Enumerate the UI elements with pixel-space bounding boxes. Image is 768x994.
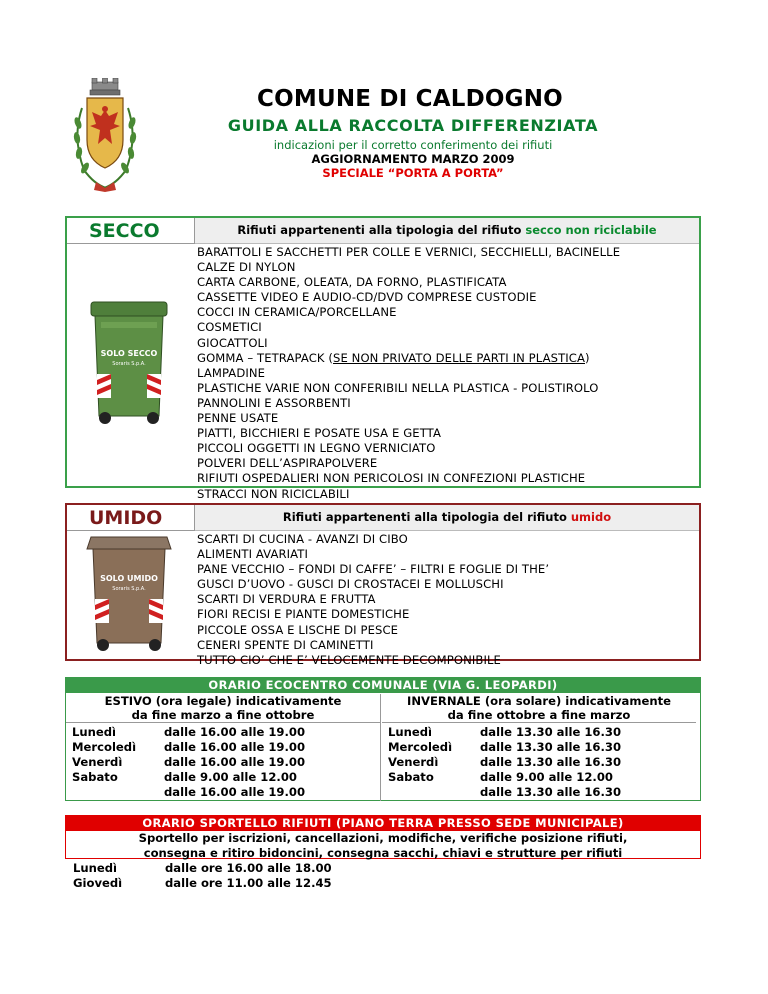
sportello-title: ORARIO SPORTELLO RIFIUTI (PIANO TERRA PRESSO SEDE MUNICIPALE) — [66, 816, 700, 831]
sportello-schedule — [65, 815, 701, 859]
secco-item: COCCI IN CERAMICA/PORCELLANE — [197, 305, 397, 320]
secco-items-list — [197, 245, 620, 502]
secco-item: POLVERI DELL’ASPIRAPOLVERE — [197, 456, 378, 471]
ecocentro-schedule — [65, 677, 701, 801]
estivo-row — [66, 725, 305, 740]
umido-item: CENERI SPENTE DI CAMINETTI — [197, 637, 374, 652]
section-secco — [65, 216, 701, 501]
ecocentro-title: ORARIO ECOCENTRO COMUNALE (VIA G. LEOPARDI) — [66, 678, 700, 693]
header-update: AGGIORNAMENTO MARZO 2009 — [311, 152, 515, 166]
estivo-period: da fine marzo a fine ottobre — [66, 708, 380, 723]
umido-items-list — [197, 532, 549, 668]
day-label: Lunedì — [72, 725, 117, 739]
secco-item: PANNOLINI E ASSORBENTI — [197, 395, 351, 410]
section-label-umido: UMIDO — [67, 505, 195, 531]
invernale-row — [382, 740, 621, 755]
sportello-description: Sportello per iscrizioni, cancellazioni, modifiche, verifiche posizione rifiuti, consegna e ritiro bidoncini, consegna sacchi, chiavi e strutture per rifiuti — [138, 831, 628, 860]
hours-value: dalle 16.00 alle 19.00 — [164, 725, 306, 739]
secco-item: PICCOLI OGGETTI IN LEGNO VERNICIATO — [197, 441, 436, 456]
hours-value: dalle 16.00 alle 19.00 — [164, 755, 306, 769]
sportello-row — [73, 876, 332, 891]
invernale-row — [382, 755, 621, 770]
hours-value: dalle 13.30 alle 16.30 — [480, 785, 622, 799]
secco-item: BARATTOLI E SACCHETTI PER COLLE E VERNICI, SECCHIELLI, BACINELLE — [197, 245, 621, 259]
estivo-row — [66, 770, 305, 785]
day-label: Mercoledì — [388, 740, 453, 754]
ecocentro-invernale — [382, 694, 696, 800]
header-indications: indicazioni per il corretto conferimento dei rifiuti — [273, 138, 553, 152]
secco-item: PLASTICHE VARIE NON CONFERIBILI NELLA PLASTICA - POLISTIROLO — [197, 380, 599, 395]
ecocentro-estivo — [66, 694, 381, 801]
hours-value: dalle 13.30 alle 16.30 — [480, 725, 622, 739]
secco-item: GIOCATTOLI — [197, 335, 268, 350]
umido-item: GUSCI D’UOVO - GUSCI DI CROSTACEI E MOLLUSCHI — [197, 577, 504, 592]
day-label — [66, 785, 164, 800]
umido-item: FIORI RECISI E PIANTE DOMESTICHE — [197, 607, 410, 622]
secco-item: CARTA CARBONE, OLEATA, DA FORNO, PLASTIFICATA — [197, 275, 507, 290]
hours-value: dalle 13.30 alle 16.30 — [480, 755, 622, 769]
secco-item: LAMPADINE — [197, 365, 266, 380]
secco-item: GOMMA – TETRAPACK (SE NON PRIVATO DELLE PARTI IN PLASTICA) — [197, 350, 590, 365]
hours-value: dalle ore 11.00 alle 12.45 — [165, 876, 332, 890]
umido-item: PANE VECCHIO – FONDI DI CAFFE’ – FILTRI E FOGLIE DI THE’ — [197, 562, 550, 577]
invernale-heading: INVERNALE (ora solare) indicativamente — [407, 694, 671, 708]
day-label: Lunedì — [73, 861, 118, 875]
secco-item: STRACCI NON RICICLABILI — [197, 486, 350, 501]
bin-brand-umido: Soraris S.p.A. — [112, 586, 146, 592]
hours-value: dalle ore 16.00 alle 18.00 — [165, 861, 332, 875]
day-label: Lunedì — [388, 725, 433, 739]
umido-item: PICCOLE OSSA E LISCHE DI PESCE — [197, 622, 399, 637]
document-title: COMUNE DI CALDOGNO — [257, 86, 563, 112]
bin-label-secco: SOLO SECCO — [100, 349, 158, 358]
estivo-heading: ESTIVO (ora legale) indicativamente — [104, 694, 342, 708]
day-label: Venerdì — [388, 755, 439, 769]
umido-item: ALIMENTI AVARIATI — [197, 547, 309, 562]
section-label-secco: SECCO — [67, 218, 195, 244]
estivo-row — [66, 785, 305, 800]
umido-item: SCARTI DI VERDURA E FRUTTA — [197, 592, 376, 607]
invernale-row — [382, 725, 621, 740]
document-subtitle: GUIDA ALLA RACCOLTA DIFFERENZIATA — [227, 116, 599, 135]
secco-item: CASSETTE VIDEO E AUDIO-CD/DVD COMPRESE CUSTODIE — [197, 290, 537, 305]
green-bin-image — [81, 300, 177, 426]
secco-item: COSMETICI — [197, 320, 262, 335]
bin-label-umido: SOLO UMIDO — [100, 574, 158, 583]
umido-item: SCARTI DI CUCINA - AVANZI DI CIBO — [197, 532, 408, 546]
brown-bin-image — [81, 535, 177, 653]
header-info — [180, 138, 646, 180]
hours-value: dalle 9.00 alle 12.00 — [164, 770, 297, 784]
umido-item: TUTTO CIO’ CHE E’ VELOCEMENTE DECOMPONIBILE — [197, 652, 501, 667]
town-crest-emblem — [70, 78, 140, 196]
day-label: Sabato — [72, 770, 118, 784]
hours-value: dalle 9.00 alle 12.00 — [480, 770, 613, 784]
hours-value: dalle 16.00 alle 19.00 — [164, 785, 306, 799]
invernale-row — [382, 785, 621, 800]
bin-brand-secco: Soraris S.p.A. — [112, 361, 146, 367]
hours-value: dalle 13.30 alle 16.30 — [480, 740, 622, 754]
section-heading-secco: Rifiuti appartenenti alla tipologia del rifiuto secco non riciclabile — [195, 218, 699, 244]
day-label: Mercoledì — [72, 740, 137, 754]
estivo-row — [66, 740, 305, 755]
day-label: Giovedì — [73, 876, 123, 890]
invernale-row — [382, 770, 621, 785]
section-heading-umido: Rifiuti appartenenti alla tipologia del rifiuto umido — [195, 505, 699, 531]
sportello-hours — [73, 861, 332, 891]
day-label: Sabato — [388, 770, 434, 784]
header-special: SPECIALE “PORTA A PORTA” — [322, 166, 504, 180]
invernale-period: da fine ottobre a fine marzo — [382, 708, 696, 723]
secco-item: PENNE USATE — [197, 411, 279, 426]
estivo-row — [66, 755, 305, 770]
day-label: Venerdì — [72, 755, 123, 769]
day-label — [382, 785, 480, 800]
section-umido — [65, 503, 701, 667]
secco-item: RIFIUTI OSPEDALIERI NON PERICOLOSI IN CONFEZIONI PLASTICHE — [197, 471, 586, 486]
hours-value: dalle 16.00 alle 19.00 — [164, 740, 306, 754]
sportello-row — [73, 861, 332, 876]
secco-item: CALZE DI NYLON — [197, 260, 296, 275]
secco-item: PIATTI, BICCHIERI E POSATE USA E GETTA — [197, 426, 441, 441]
